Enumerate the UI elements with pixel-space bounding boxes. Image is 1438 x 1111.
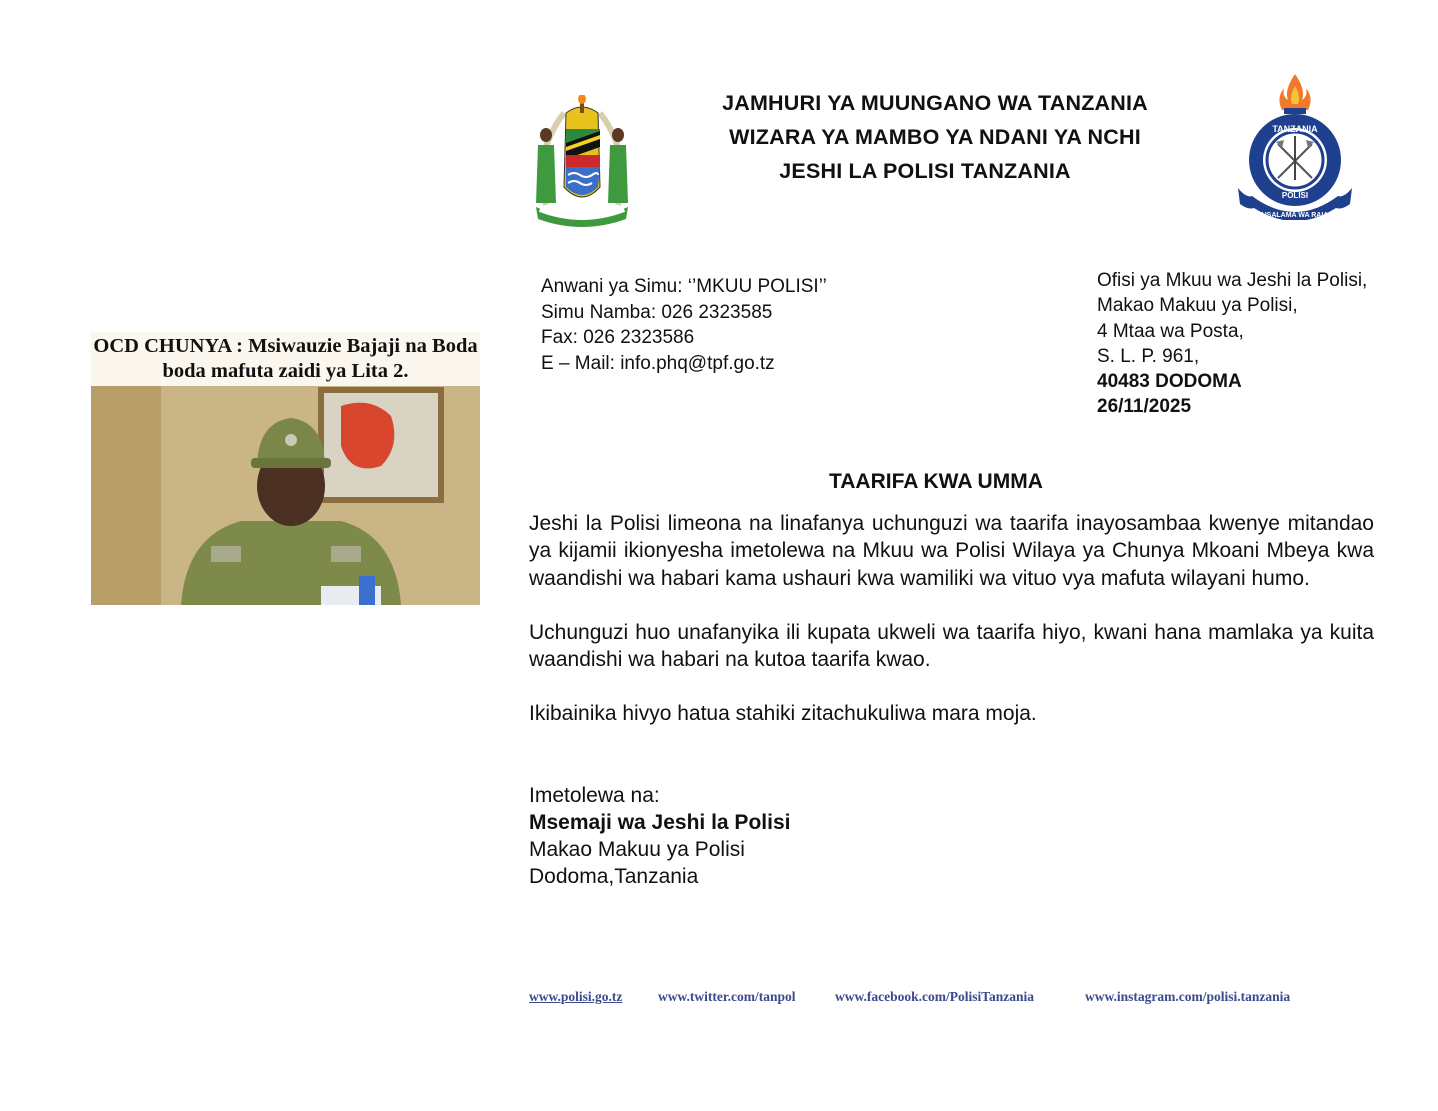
logo-ribbon-text: USALAMA WA RAIA bbox=[1261, 212, 1329, 219]
officer-photo bbox=[91, 386, 480, 605]
office-address bbox=[1097, 268, 1367, 420]
thumbnail-caption bbox=[91, 332, 480, 386]
header-republic: JAMHURI YA MUUNGANO WA TANZANIA bbox=[722, 91, 1148, 115]
twitter-link[interactable]: www.twitter.com/tanpol bbox=[658, 989, 796, 1004]
address-line: S. L. P. 961, bbox=[1097, 345, 1200, 367]
address-line: 4 Mtaa wa Posta, bbox=[1097, 320, 1244, 342]
address-line: Makao Makuu ya Polisi, bbox=[1097, 295, 1298, 317]
facebook-link[interactable]: www.facebook.com/PolisiTanzania bbox=[835, 989, 1035, 1004]
notice-body bbox=[529, 510, 1374, 755]
signature-office: Makao Makuu ya Polisi bbox=[529, 838, 745, 861]
fax-number: Fax: 026 2323586 bbox=[541, 327, 695, 348]
address-line: Ofisi ya Mkuu wa Jeshi la Polisi, bbox=[1097, 270, 1368, 291]
document-header bbox=[640, 86, 1230, 188]
signature-block bbox=[529, 782, 790, 890]
issued-by-label: Imetolewa na: bbox=[529, 784, 660, 807]
document-date: 26/11/2025 bbox=[1097, 396, 1192, 418]
body-paragraph: Uchunguzi huo unafanyika ili kupata ukweli wa taarifa hiyo, kwani hana mamlaka ya kuita waandishi wa habari na kutoa taarifa kwao. bbox=[529, 620, 1374, 672]
header-ministry: WIZARA YA MAMBO YA NDANI YA NCHI bbox=[729, 125, 1141, 149]
news-thumbnail bbox=[91, 332, 480, 605]
caption-line: boda mafuta zaidi ya Lita 2. bbox=[162, 360, 409, 382]
contact-block bbox=[541, 274, 827, 376]
website-link[interactable]: www.polisi.go.tz bbox=[529, 989, 623, 1004]
caption-line: OCD CHUNYA : Msiwauzie Bajaji na Boda bbox=[93, 335, 478, 357]
address-city: 40483 DODOMA bbox=[1097, 371, 1242, 393]
tanzania-police-logo bbox=[1232, 70, 1358, 220]
telegram-address: Anwani ya Simu: ‘’MKUU POLISI’’ bbox=[541, 276, 827, 297]
notice-title: TAARIFA KWA UMMA bbox=[829, 470, 1043, 493]
instagram-link[interactable]: www.instagram.com/polisi.tanzania bbox=[1085, 989, 1291, 1004]
email-address: E – Mail: info.phq@tpf.go.tz bbox=[541, 352, 775, 374]
signature-location: Dodoma,Tanzania bbox=[529, 865, 699, 888]
body-paragraph: Jeshi la Polisi limeona na linafanya uchunguzi wa taarifa inayosambaa kwenye mitandao ya kijamii ikionyesha imetolewa na Mkuu wa Polisi Wilaya ya Chunya Mkoani Mbeya kwa waandishi wa habari kama ushauri kwa wamiliki wa vituo vya mafuta wilayani humo. bbox=[529, 512, 1374, 590]
phone-number: Simu Namba: 026 2323585 bbox=[541, 301, 773, 323]
logo-mid-text: POLISI bbox=[1281, 191, 1309, 200]
spokesperson-title: Msemaji wa Jeshi la Polisi bbox=[529, 811, 791, 834]
header-police-force: JESHI LA POLISI TANZANIA bbox=[779, 159, 1071, 183]
logo-top-text: TANZANIA bbox=[1272, 124, 1318, 134]
body-paragraph: Ikibainika hivyo hatua stahiki zitachukuliwa mara moja. bbox=[529, 702, 1037, 726]
